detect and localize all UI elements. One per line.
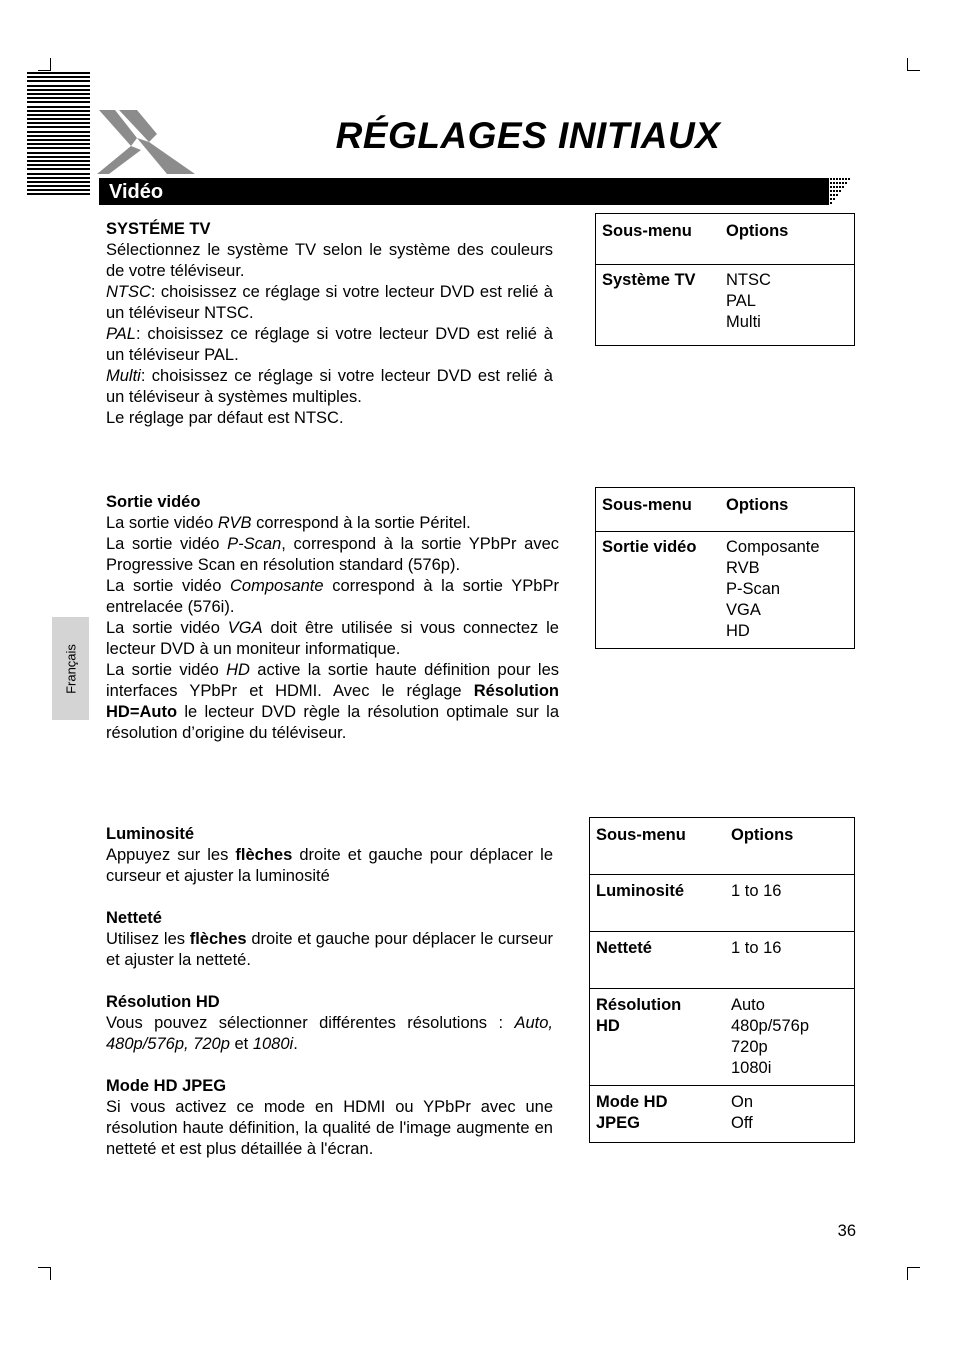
options-cell: 1 to 16 [731, 875, 855, 932]
section-title: Vidéo [109, 181, 164, 203]
table-header-options: Options [726, 488, 855, 532]
table-header-options: Options [731, 818, 855, 875]
pal-description: PAL: choisissez ce réglage si votre lecteur DVD est relié à un téléviseur PAL. [106, 325, 553, 364]
crop-mark-bottom-left [38, 1267, 51, 1280]
system-tv-table [595, 213, 855, 346]
settings-text [106, 824, 553, 1160]
submenu-cell: Résolution HD [590, 989, 732, 1086]
table-header-options: Options [726, 214, 855, 265]
sharpness-heading: Netteté [106, 909, 162, 927]
video-out-heading: Sortie vidéo [106, 493, 201, 511]
page-number: 36 [837, 1222, 856, 1240]
rvb-description: La sortie vidéo RVB correspond à la sortie Péritel. [106, 514, 471, 532]
table-row [596, 265, 855, 346]
brightness-heading: Luminosité [106, 825, 195, 843]
submenu-cell: Sortie vidéo [596, 532, 727, 649]
dot-pattern-icon [819, 178, 855, 205]
sharpness-description: Utilisez les flèches droite et gauche pour déplacer le curseur et ajuster la netteté. [106, 930, 554, 969]
options-cell: 1 to 16 [731, 932, 855, 989]
resolution-heading: Résolution HD [106, 993, 220, 1011]
submenu-cell: Netteté [590, 932, 732, 989]
settings-table [589, 817, 855, 1143]
resolution-description: Vous pouvez sélectionner différentes résolutions : Auto, 480p/576p, 720p et 1080i. [106, 1014, 553, 1053]
table-header-submenu: Sous-menu [596, 214, 727, 265]
vga-description: La sortie vidéo VGA doit être utilisée si vous connectez le lecteur DVD à un moniteur informatique. [106, 619, 559, 658]
language-label: Français [63, 643, 78, 694]
options-cell: Composante RVB P-Scan VGA HD [726, 532, 855, 649]
options-cell: NTSC PAL Multi [726, 265, 855, 346]
composante-description: La sortie vidéo Composante correspond à la sortie YPbPr entrelacée (576i). [106, 577, 559, 616]
language-tab [52, 617, 89, 720]
jpeg-heading: Mode HD JPEG [106, 1077, 227, 1095]
table-header-row [596, 214, 855, 265]
options-cell: On Off [731, 1086, 855, 1143]
system-tv-heading: SYSTÉME TV [106, 220, 211, 238]
options-cell: Auto 480p/576p 720p 1080i [731, 989, 855, 1086]
crop-mark-top-left [38, 58, 51, 71]
system-tv-intro: Sélectionnez le système TV selon le système des couleurs de votre téléviseur. [106, 241, 553, 280]
table-row [590, 875, 855, 932]
table-header-row [590, 818, 855, 875]
hd-description: La sortie vidéo HD active la sortie haute définition pour les interfaces YPbPr et HDMI. Avec le réglage Résolution HD=Auto le lecteur DVD règle la résolution optimale sur la résolution d’origine du téléviseur. [106, 661, 559, 742]
section-bar [99, 178, 855, 205]
table-row [590, 932, 855, 989]
system-tv-text [106, 219, 553, 429]
crop-mark-bottom-right [907, 1267, 920, 1280]
video-out-text [106, 492, 559, 744]
submenu-cell: Système TV [596, 265, 727, 346]
submenu-cell: Mode HD JPEG [590, 1086, 732, 1143]
video-out-table [595, 487, 855, 649]
default-note: Le réglage par défaut est NTSC. [106, 409, 344, 427]
crop-mark-top-right [907, 58, 920, 71]
table-header-submenu: Sous-menu [596, 488, 727, 532]
jpeg-description: Si vous activez ce mode en HDMI ou YPbPr avec une résolution haute définition, la qualité de l'image augmente en netteté et est plus détaillée à l'écran. [106, 1098, 553, 1158]
pscan-description: La sortie vidéo P-Scan, correspond à la sortie YPbPr avec Progressive Scan en résolution standard (576p). [106, 535, 560, 574]
ntsc-description: NTSC: choisissez ce réglage si votre lecteur DVD est relié à un téléviseur NTSC. [106, 283, 553, 322]
table-row [596, 532, 855, 649]
submenu-cell: Luminosité [590, 875, 732, 932]
page-title: RÉGLAGES INITIAUX [335, 115, 721, 156]
brightness-description: Appuyez sur les flèches droite et gauche pour déplacer le curseur et ajuster la luminosité [106, 846, 553, 885]
table-row [590, 1086, 855, 1143]
table-row [590, 989, 855, 1086]
table-header-submenu: Sous-menu [590, 818, 732, 875]
table-header-row [596, 488, 855, 532]
multi-description: Multi: choisissez ce réglage si votre lecteur DVD est relié à un téléviseur à systèmes multiples. [106, 367, 553, 406]
